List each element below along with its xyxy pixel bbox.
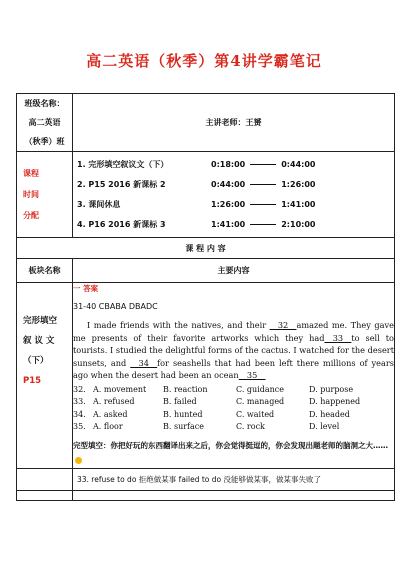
schedule-item bbox=[77, 195, 394, 215]
option-b: B. failed bbox=[163, 397, 197, 406]
section-name-line1: 完形填空 bbox=[23, 316, 58, 326]
column-header-row bbox=[17, 259, 395, 283]
schedule-label-1: 课程 bbox=[23, 169, 39, 178]
question-number: 33. bbox=[73, 397, 86, 406]
content-heading: 课 程 内 容 bbox=[17, 238, 395, 259]
schedule-item-name: 4. P16 2016 新课标 3 bbox=[77, 219, 166, 229]
schedule-end: 1:41:00 bbox=[281, 199, 316, 209]
note-left-cell bbox=[17, 468, 73, 490]
dash-line bbox=[250, 204, 276, 205]
schedule-start: 1:41:00 bbox=[211, 219, 246, 229]
schedule-list-cell bbox=[73, 152, 395, 238]
option-c: C. guidance bbox=[236, 384, 285, 394]
class-label-line3: （秋季）班 bbox=[24, 137, 65, 146]
option-c: C. managed bbox=[236, 397, 285, 406]
option-a: A. movement bbox=[93, 384, 147, 394]
passage-blank: __35__ bbox=[238, 370, 266, 380]
schedule-end: 0:44:00 bbox=[281, 159, 316, 169]
schedule-end: 2:10:00 bbox=[281, 219, 316, 229]
smiley-icon bbox=[75, 457, 82, 464]
option-b: B. surface bbox=[163, 422, 204, 431]
section-row bbox=[17, 283, 395, 469]
passage-text: for seashells that had been left there millions of years ago when the desert had been an ocean bbox=[73, 357, 395, 380]
option-c: C. waited bbox=[236, 409, 275, 419]
schedule-end: 1:26:00 bbox=[281, 179, 316, 189]
section-page: P15 bbox=[23, 376, 42, 386]
class-label-line2: 高二英语 bbox=[28, 118, 61, 127]
tip-text: 完型填空：你把好玩的东西翻译出来之后，你会觉得挺逗的，你会发现出题老师的脑洞之大…… bbox=[73, 440, 388, 450]
options-list bbox=[73, 384, 394, 434]
option-d: D. headed bbox=[309, 409, 350, 419]
schedule-item bbox=[77, 215, 394, 235]
section-name-line2: 叙 议 文 bbox=[23, 336, 55, 346]
section-name-line3: （下） bbox=[23, 356, 49, 366]
option-a: A. floor bbox=[93, 422, 123, 431]
schedule-label-3: 分配 bbox=[23, 211, 39, 220]
tip-paragraph bbox=[73, 438, 394, 468]
column-header-left: 板块名称 bbox=[17, 259, 73, 283]
option-b: B. hunted bbox=[163, 409, 203, 419]
option-b: B. reaction bbox=[163, 384, 208, 394]
passage-text: I made friends with the natives, and their bbox=[87, 320, 270, 330]
note-text: 33. refuse to do 拒绝做某事 failed to do 没能够做某事，做某事失败了 bbox=[77, 474, 321, 484]
question-number: 34. bbox=[73, 409, 86, 419]
content-heading-row bbox=[17, 238, 395, 259]
dash-line bbox=[250, 224, 276, 225]
section-content-cell bbox=[73, 283, 395, 469]
schedule-row bbox=[17, 152, 395, 238]
option-c: C. rock bbox=[236, 422, 265, 431]
option-a: A. refused bbox=[93, 397, 135, 406]
schedule-label-2: 时间 bbox=[23, 190, 39, 199]
option-d: D. happened bbox=[309, 397, 361, 406]
answer-label: 一 答案 bbox=[73, 284, 99, 293]
dash-line bbox=[250, 184, 276, 185]
schedule-label-cell bbox=[17, 152, 73, 238]
teacher-cell bbox=[73, 94, 395, 152]
option-row bbox=[73, 396, 394, 409]
class-label-line1: 班级名称： bbox=[24, 99, 65, 108]
trailing-right-cell bbox=[73, 490, 395, 500]
question-number: 35. bbox=[73, 422, 86, 431]
section-name-cell bbox=[17, 283, 73, 469]
option-row bbox=[73, 384, 394, 397]
class-name-cell bbox=[17, 94, 73, 152]
column-header-right: 主要内容 bbox=[73, 259, 395, 283]
passage-blank: __33__ bbox=[324, 332, 352, 343]
page-title: 高二英语（秋季）第4讲学霸笔记 bbox=[86, 52, 322, 70]
trailing-row bbox=[17, 490, 395, 500]
option-row bbox=[73, 409, 394, 422]
dash-line bbox=[250, 164, 276, 165]
passage-text: amazed me. They gave me presents of their favorite artworks which they had bbox=[73, 320, 394, 343]
schedule-item bbox=[77, 155, 394, 175]
option-row bbox=[73, 421, 394, 434]
passage-blank: __32__ bbox=[269, 320, 297, 330]
passage-text: to sell to tourists. I studied the delightful forms of the cactus. I watched for the desert sunsets, and bbox=[73, 332, 394, 368]
trailing-left-cell bbox=[17, 490, 73, 500]
schedule-item-name: 1. 完形填空叙议文（下） bbox=[77, 159, 169, 169]
passage-blank: __34__ bbox=[130, 357, 158, 368]
class-info-row bbox=[17, 94, 395, 152]
note-row bbox=[17, 468, 395, 490]
schedule-start: 1:26:00 bbox=[211, 199, 246, 209]
schedule-start: 0:18:00 bbox=[211, 159, 246, 169]
question-number: 32. bbox=[73, 384, 86, 394]
schedule-item-name: 2. P15 2016 新课标 2 bbox=[77, 179, 166, 189]
passage bbox=[73, 319, 394, 382]
schedule-item-name: 3. 课间休息 bbox=[77, 199, 121, 209]
option-d: D. level bbox=[309, 422, 340, 431]
answer-key: 31-40 CBABA DBADC bbox=[73, 302, 158, 311]
option-d: D. purpose bbox=[309, 384, 354, 394]
schedule-start: 0:44:00 bbox=[211, 179, 246, 189]
note-cell bbox=[73, 468, 395, 490]
schedule-item bbox=[77, 175, 394, 195]
teacher-name: 主讲老师：王赟 bbox=[205, 118, 262, 127]
notes-table bbox=[16, 93, 395, 501]
option-a: A. asked bbox=[93, 409, 128, 419]
